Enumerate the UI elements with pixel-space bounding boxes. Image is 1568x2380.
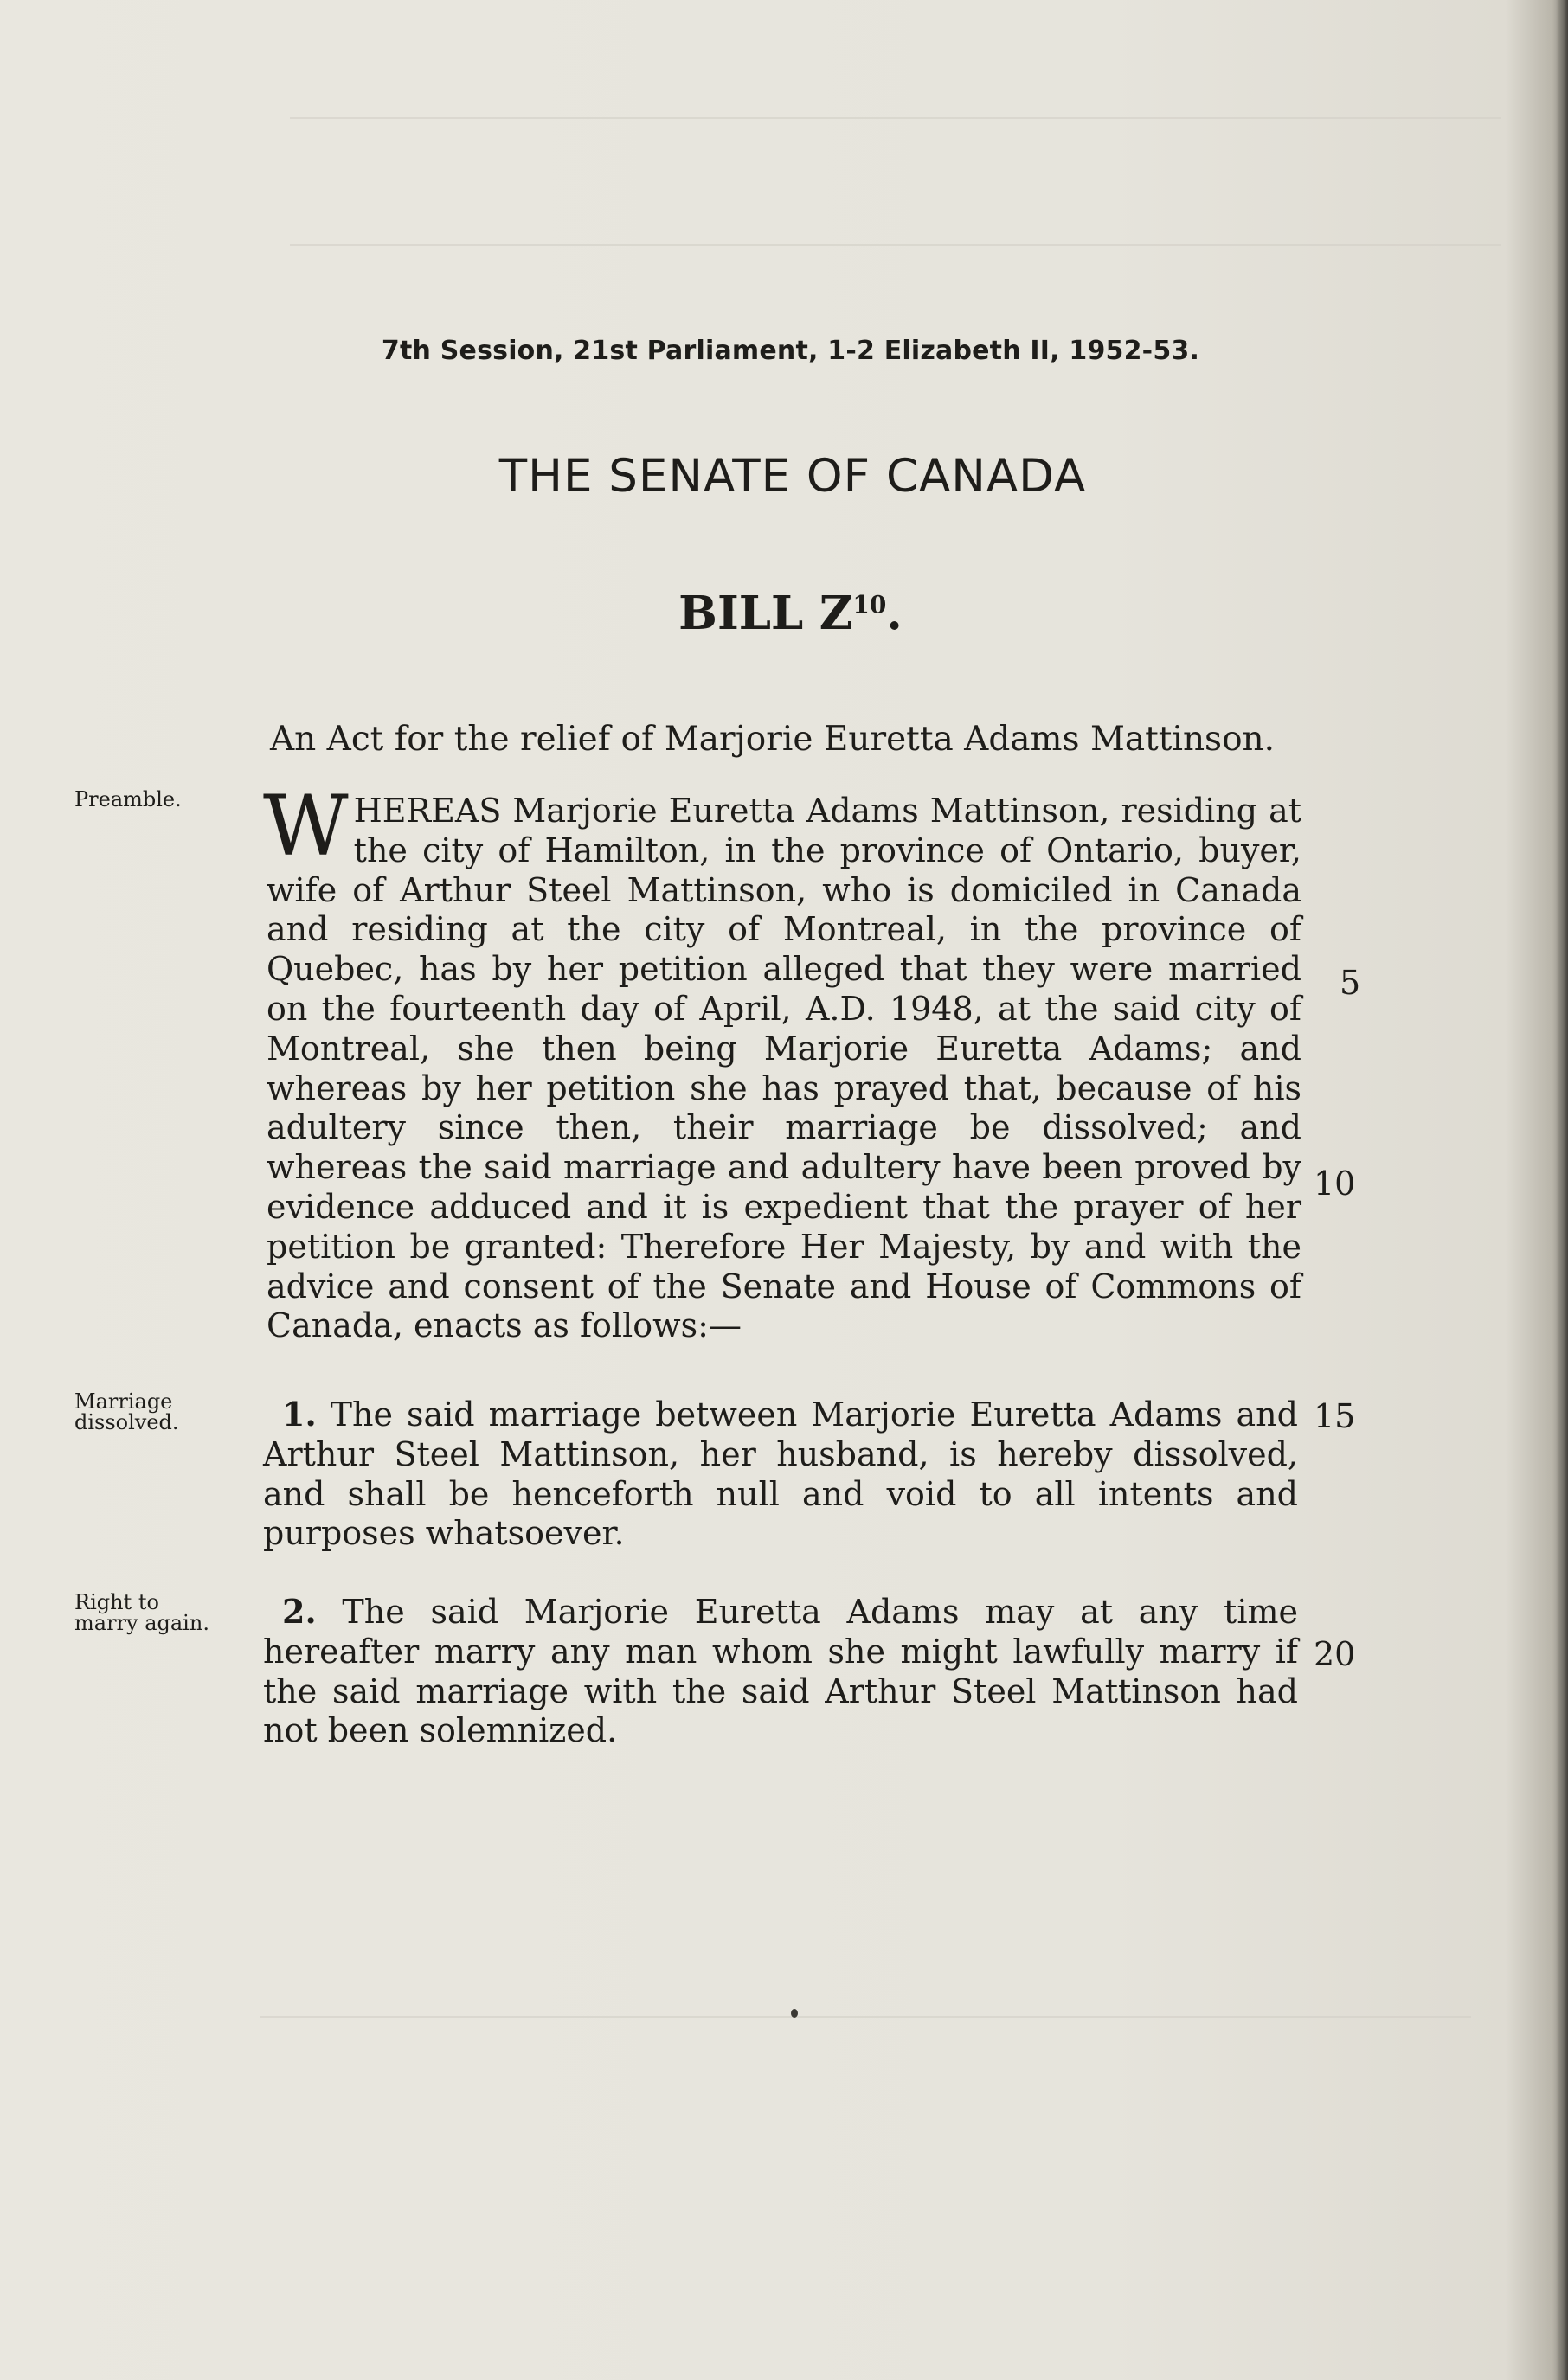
bill-suffix: . bbox=[886, 587, 903, 640]
drop-capital: W bbox=[263, 778, 349, 875]
margin-note-right-to-marry bbox=[74, 1592, 209, 1633]
margin-note-marriage-dissolved bbox=[74, 1391, 179, 1433]
preamble-text: HEREAS Marjorie Euretta Adams Mattinson, residing at the city of Hamilton, in the province of Ontario, buyer, wife of Arthur Steel Mattinson, who is domiciled in Canada and residing at the city of Montreal, in the province of Quebec, has by her petition alleged that they were married on the fourteenth day of April, A.D. 1948, at the said city of Montreal, she then being Marjorie Euretta Adams; and whereas by her petition she has prayed that, because of his adultery since then, their marriage be dissolved; and whereas the said marriage and adultery have been proved by evidence adduced and it is expedient that the prayer of her petition be granted: Therefore Her Majesty, by and with the advice and consent of the Senate and House of Commons of Canada, enacts as follows:— bbox=[267, 792, 1301, 1345]
show-through-rule bbox=[290, 244, 1501, 246]
line-number: 10 bbox=[1314, 1164, 1356, 1203]
section-2-text: The said Marjorie Euretta Adams may at any time hereafter marry any man whom she might lawfully marry if the said marriage with the said Arthur Steel Mattinson had not been solemnized. bbox=[263, 1593, 1298, 1750]
section-2-number: 2. bbox=[282, 1592, 317, 1631]
section-2-paragraph bbox=[263, 1592, 1298, 1751]
line-number: 20 bbox=[1314, 1635, 1356, 1673]
institution-title: THE SENATE OF CANADA bbox=[498, 450, 1087, 503]
line-number: 5 bbox=[1340, 964, 1361, 1002]
section-1-paragraph bbox=[263, 1395, 1298, 1554]
bill-title bbox=[0, 587, 1568, 640]
bill-prefix: BILL Z bbox=[678, 587, 853, 640]
margin-note-line: dissolved. bbox=[74, 1410, 179, 1434]
margin-note-line: Right to bbox=[74, 1590, 159, 1614]
margin-note-line: marry again. bbox=[74, 1611, 209, 1635]
act-subtitle: An Act for the relief of Marjorie Euretta Adams Mattinson. bbox=[270, 720, 1276, 759]
bill-superscript: 10 bbox=[852, 590, 887, 619]
section-1-number: 1. bbox=[282, 1395, 317, 1434]
margin-note-preamble: Preamble. bbox=[74, 787, 182, 812]
section-1-text: The said marriage between Marjorie Euretta Adams and Arthur Steel Mattinson, her husband, is hereby dissolved, and shall be henceforth null and void to all intents and purposes whatsoever. bbox=[263, 1395, 1298, 1553]
preamble-paragraph bbox=[263, 778, 1301, 1346]
show-through-rule bbox=[290, 117, 1501, 119]
margin-note-line: Marriage bbox=[74, 1389, 173, 1414]
session-line: 7th Session, 21st Parliament, 1-2 Elizabeth II, 1952-53. bbox=[381, 336, 1200, 366]
ink-dot bbox=[791, 2009, 798, 2018]
show-through-rule bbox=[260, 2016, 1471, 2018]
line-number: 15 bbox=[1314, 1397, 1356, 1435]
